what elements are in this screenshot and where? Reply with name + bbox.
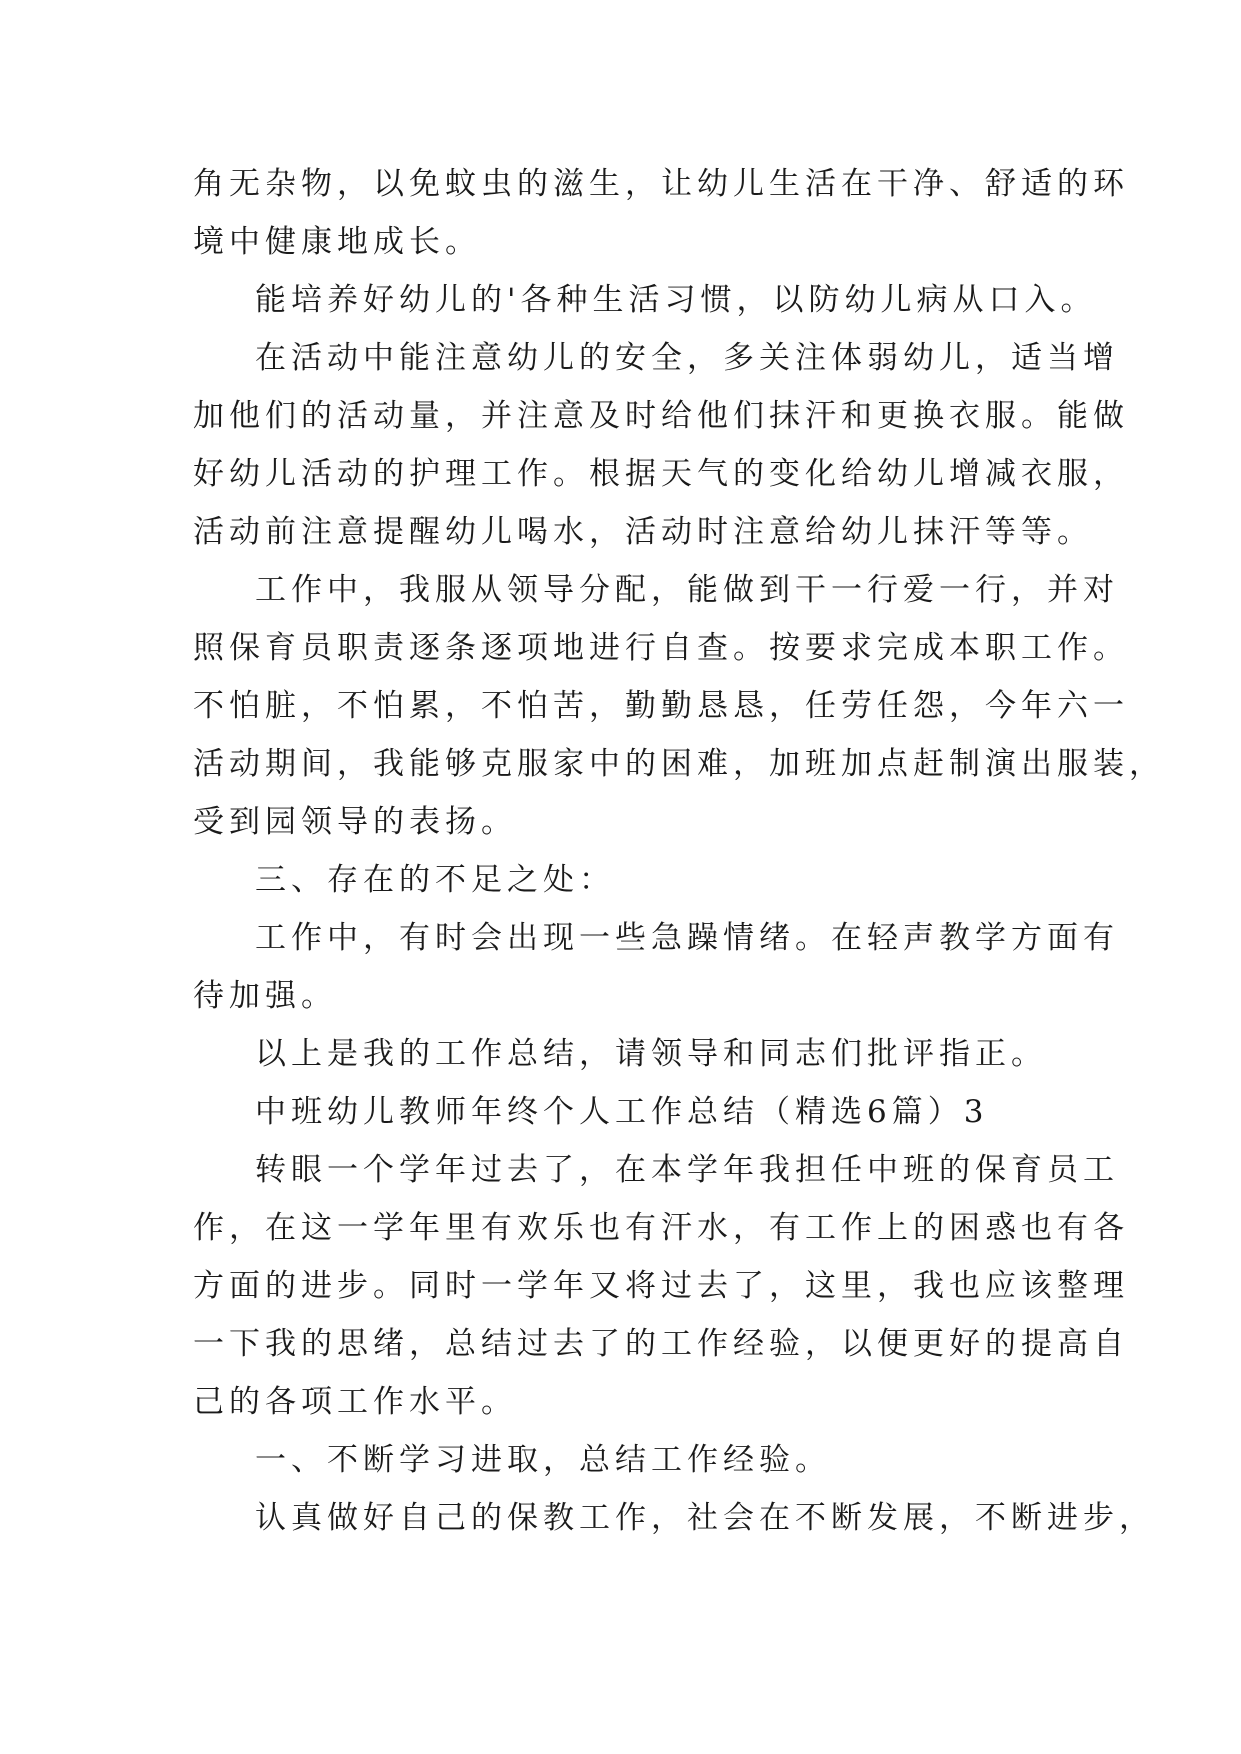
article-title: 中班幼儿教师年终个人工作总结（精选6篇）3 [255,1094,989,1130]
text-line: 转眼一个学年过去了，在本学年我担任中班的保育员工 [255,1152,1119,1188]
text-line: 受到园领导的表扬。 [193,804,517,840]
text-line: 能培养好幼儿的'各种生活习惯，以防幼儿病从口入。 [255,282,1097,318]
section-heading: 三、存在的不足之处： [255,862,615,898]
text-line: 活动期间，我能够克服家中的困难，加班加点赶制演出服装， [193,746,1165,782]
section-heading: 一、不断学习进取，总结工作经验。 [255,1442,831,1478]
text-line: 活动前注意提醒幼儿喝水，活动时注意给幼儿抹汗等等。 [193,514,1093,550]
text-line: 加他们的活动量，并注意及时给他们抹汗和更换衣服。能做 [193,398,1129,434]
text-line: 方面的进步。同时一学年又将过去了，这里，我也应该整理 [193,1268,1129,1304]
document-body [193,155,1165,1547]
text-line: 工作中，有时会出现一些急躁情绪。在轻声教学方面有 [255,920,1119,956]
text-line: 照保育员职责逐条逐项地进行自查。按要求完成本职工作。 [193,630,1129,666]
text-line: 待加强。 [193,978,337,1014]
text-line: 己的各项工作水平。 [193,1384,517,1420]
text-line: 工作中，我服从领导分配，能做到干一行爱一行，并对 [255,572,1119,608]
text-line: 不怕脏，不怕累，不怕苦，勤勤恳恳，任劳任怨，今年六一 [193,688,1129,724]
text-line: 以上是我的工作总结，请领导和同志们批评指正。 [255,1036,1047,1072]
text-line: 作，在这一学年里有欢乐也有汗水，有工作上的困惑也有各 [193,1210,1129,1246]
text-line: 角无杂物，以免蚊虫的滋生，让幼儿生活在干净、舒适的环 [193,166,1129,202]
text-line: 好幼儿活动的护理工作。根据天气的变化给幼儿增减衣服， [193,456,1129,492]
text-line: 在活动中能注意幼儿的安全，多关注体弱幼儿，适当增 [255,340,1119,376]
text-line: 境中健康地成长。 [193,224,481,260]
text-line: 认真做好自己的保教工作，社会在不断发展，不断进步， [255,1500,1155,1536]
text-line: 一下我的思绪，总结过去了的工作经验，以便更好的提高自 [193,1326,1129,1362]
